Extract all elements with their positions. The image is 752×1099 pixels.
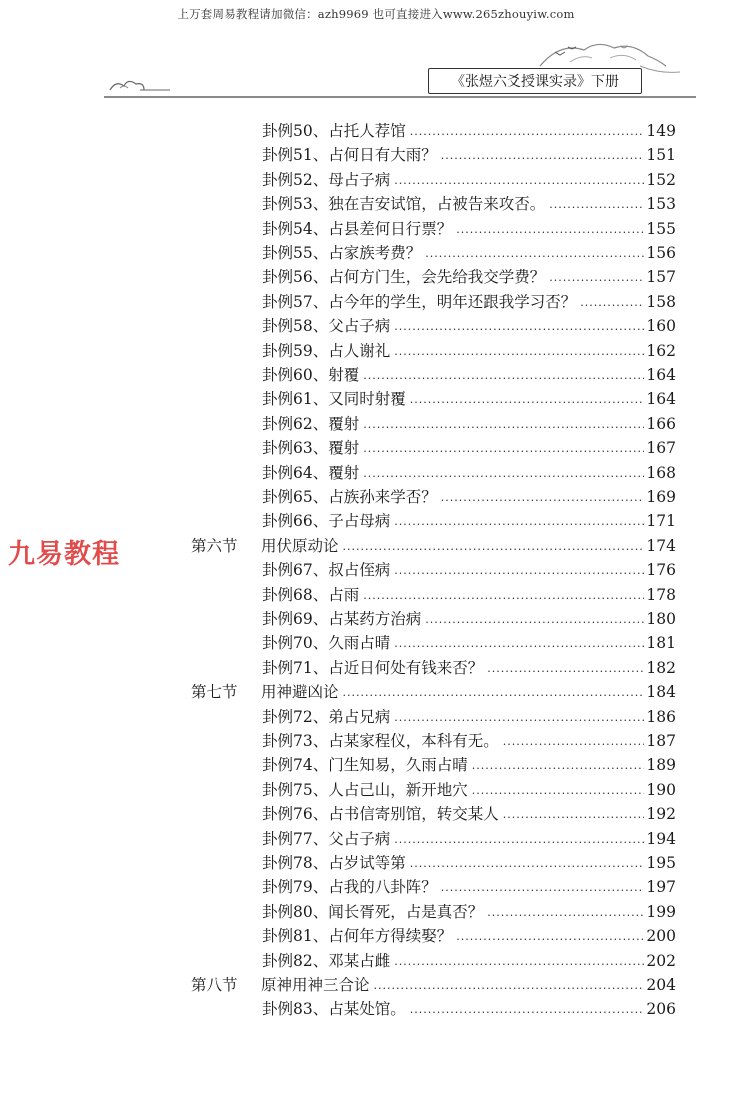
toc-entry-title: 卦例62、覆射	[262, 414, 360, 433]
toc-page-number: 158	[646, 292, 676, 311]
toc-page-number: 149	[646, 122, 676, 140]
toc-page-number: 162	[646, 341, 676, 360]
toc-entry-row	[262, 583, 676, 607]
dot-leader	[363, 584, 644, 608]
dot-leader	[394, 315, 644, 339]
toc-entry-title: 卦例59、占人谢礼	[262, 341, 391, 360]
toc-page-number: 171	[646, 512, 676, 531]
toc-page-number: 192	[646, 805, 676, 824]
toc-entry-title: 卦例57、占今年的学生，明年还跟我学习否？	[262, 292, 577, 311]
dot-leader	[456, 925, 644, 949]
top-watermark-text: 上万套周易教程请加微信：azh9969 也可直接进入www.265zhouyiw.com	[177, 7, 575, 21]
toc-entry-title: 卦例56、占何方门生，会先给我交学费？	[262, 268, 546, 287]
dot-leader	[580, 291, 644, 315]
toc-page-number: 180	[646, 610, 676, 628]
toc-entry-row	[262, 705, 676, 729]
toc-section-number: 第六节	[191, 536, 238, 555]
toc-entry-row	[262, 290, 676, 314]
dot-leader	[441, 144, 645, 168]
toc-entry-title: 卦例65、占族孙来学否？	[262, 488, 437, 506]
toc-entry-row	[262, 924, 676, 948]
toc-page-number: 200	[646, 927, 676, 946]
toc-entry-title: 卦例83、占某处馆。	[262, 1000, 406, 1019]
dot-leader	[549, 193, 644, 217]
dot-leader	[503, 730, 645, 754]
toc-page-number: 151	[646, 146, 676, 165]
toc-entry-title: 卦例73、占某家程仪，本科有无。	[262, 732, 499, 750]
toc-entry-title: 卦例64、覆射	[262, 463, 360, 482]
toc-entry-row	[262, 729, 676, 753]
toc-entry-row	[262, 851, 676, 875]
toc-entry-row	[262, 143, 676, 167]
dot-leader	[410, 388, 645, 412]
toc-entry-row	[262, 753, 676, 777]
toc-entry-row	[262, 607, 676, 631]
toc-entry-title: 卦例66、子占母病	[262, 512, 391, 531]
toc-page-number: 184	[646, 683, 676, 702]
dot-leader	[410, 120, 645, 144]
toc-entry-row	[262, 387, 676, 411]
toc-entry-title: 用伏原动论	[261, 536, 339, 555]
toc-entry-title: 卦例70、久雨占晴	[262, 634, 391, 653]
toc-entry-row	[262, 509, 676, 533]
toc-entry-row	[262, 485, 676, 509]
dot-leader	[394, 632, 644, 656]
toc-entry-title: 卦例78、占岁试等第	[262, 854, 406, 872]
dot-leader	[394, 828, 644, 852]
toc-page-number: 153	[646, 195, 676, 214]
toc-page-number: 206	[646, 1000, 676, 1019]
toc-page-number: 166	[646, 414, 676, 433]
dot-leader	[363, 413, 644, 437]
toc-entry-row	[262, 192, 676, 216]
toc-section-number: 第八节	[191, 976, 238, 994]
toc-page-number: 199	[646, 902, 676, 921]
dot-leader	[487, 901, 644, 925]
toc-page-number: 190	[646, 780, 676, 799]
toc-page-number: 194	[646, 829, 676, 848]
toc-page-number: 174	[646, 536, 676, 555]
toc-entry-row	[262, 827, 676, 851]
toc-entry-row	[262, 656, 676, 680]
toc-entry-title: 卦例74、门生知易，久雨占晴	[262, 756, 468, 775]
toc-entry-title: 卦例55、占家族考费？	[262, 244, 422, 262]
toc-entry-row	[262, 997, 676, 1021]
toc-entry-title: 卦例58、父占子病	[262, 317, 391, 336]
toc-page-number: 186	[646, 707, 676, 726]
toc-page-number: 160	[646, 317, 676, 336]
toc-page-number: 202	[646, 951, 676, 970]
toc-section-row	[191, 680, 676, 704]
toc-entry-row	[262, 949, 676, 973]
toc-entry-title: 卦例60、射覆	[262, 366, 360, 384]
toc-entry-row	[262, 778, 676, 802]
toc-page-number: 195	[646, 854, 676, 872]
toc-entry-row	[262, 900, 676, 924]
toc-entry-title: 卦例68、占雨	[262, 585, 360, 604]
toc-entry-title: 原神用神三合论	[261, 976, 370, 994]
toc-page-number: 187	[646, 732, 676, 750]
dot-leader	[374, 974, 645, 998]
toc-page-number: 204	[646, 976, 676, 994]
toc-page-number: 156	[646, 244, 676, 262]
toc-entry-title: 卦例80、闻长胥死，占是真否？	[262, 902, 484, 921]
toc-section-row	[191, 973, 676, 997]
dot-leader	[441, 876, 645, 900]
toc-page-number: 167	[646, 439, 676, 458]
toc-entry-title: 卦例75、人占己山，新开地穴	[262, 780, 468, 799]
dot-leader	[394, 559, 644, 583]
toc-entry-row	[262, 119, 676, 143]
toc-entry-title: 卦例67、叔占侄病	[262, 561, 391, 580]
toc-entry-row	[262, 412, 676, 436]
toc-entry-row	[262, 558, 676, 582]
toc-entry-title: 卦例53、独在吉安试馆，占被告来攻否。	[262, 195, 546, 214]
toc-page-number: 164	[646, 366, 676, 384]
dot-leader	[549, 266, 644, 290]
dot-leader	[487, 657, 644, 681]
toc-entry-title: 用神避凶论	[261, 683, 339, 702]
dot-leader	[363, 364, 644, 388]
toc-entry-title: 卦例51、占何日有大雨？	[262, 146, 437, 165]
toc-entry-title: 卦例71、占近日何处有钱来否？	[262, 658, 484, 677]
toc-entry-row	[262, 875, 676, 899]
toc-entry-title: 卦例81、占何年方得续娶？	[262, 927, 453, 946]
toc-entry-row	[262, 339, 676, 363]
toc-entry-row	[262, 314, 676, 338]
dot-leader	[343, 681, 645, 705]
toc-entry-title: 卦例52、母占子病	[262, 170, 391, 189]
toc-page-number: 152	[646, 170, 676, 189]
toc-entry-row	[262, 631, 676, 655]
toc-page-number: 197	[646, 878, 676, 897]
dot-leader	[394, 340, 644, 364]
toc-entry-row	[262, 802, 676, 826]
toc-entry-title: 卦例79、占我的八卦阵？	[262, 878, 437, 897]
dot-leader	[363, 462, 644, 486]
toc-entry-row	[262, 217, 676, 241]
toc-page-number: 182	[646, 658, 676, 677]
book-title-box: 《张煜六爻授课实录》下册	[428, 68, 642, 94]
dot-leader	[343, 535, 645, 559]
dot-leader	[456, 218, 644, 242]
dot-leader	[363, 437, 644, 461]
dot-leader	[472, 779, 645, 803]
toc-page-number: 168	[646, 463, 676, 482]
toc-page-number: 164	[646, 390, 676, 409]
toc-page-number: 155	[646, 219, 676, 238]
side-watermark: 九易教程	[8, 539, 120, 570]
toc-entry-title: 卦例76、占书信寄别馆，转交某人	[262, 805, 499, 824]
toc-entry-row	[262, 461, 676, 485]
toc-entry-title: 卦例54、占县差何日行票？	[262, 219, 453, 238]
dot-leader	[394, 169, 644, 193]
toc-entry-title: 卦例63、覆射	[262, 439, 360, 458]
toc-entry-title: 卦例69、占某药方治病	[262, 610, 422, 628]
dot-leader	[425, 242, 644, 266]
dot-leader	[410, 998, 645, 1022]
toc-entry-row	[262, 168, 676, 192]
toc-page-number: 181	[646, 634, 676, 653]
dot-leader	[410, 852, 645, 876]
dot-leader	[472, 754, 645, 778]
toc-entry-title: 卦例82、邓某占雌	[262, 951, 391, 970]
toc-entry-title: 卦例72、弟占兄病	[262, 707, 391, 726]
toc-entry-row	[262, 363, 676, 387]
toc-entry-row	[262, 436, 676, 460]
dot-leader	[503, 803, 645, 827]
toc-entry-title: 卦例61、又同时射覆	[262, 390, 406, 409]
dot-leader	[394, 510, 644, 534]
toc-page-number: 176	[646, 561, 676, 580]
toc-entry-title: 卦例77、父占子病	[262, 829, 391, 848]
dot-leader	[425, 608, 644, 632]
toc-entry-row	[262, 241, 676, 265]
toc-page-number: 169	[646, 488, 676, 506]
dot-leader	[441, 486, 645, 510]
toc-section-row	[191, 534, 676, 558]
toc-entry-row	[262, 265, 676, 289]
dot-leader	[394, 950, 644, 974]
toc-page-number: 157	[646, 268, 676, 287]
toc-page-number: 189	[646, 756, 676, 775]
toc-entry-title: 卦例50、占托人荐馆	[262, 122, 406, 140]
dot-leader	[394, 706, 644, 730]
toc-page-number: 178	[646, 585, 676, 604]
toc-section-number: 第七节	[191, 683, 238, 702]
